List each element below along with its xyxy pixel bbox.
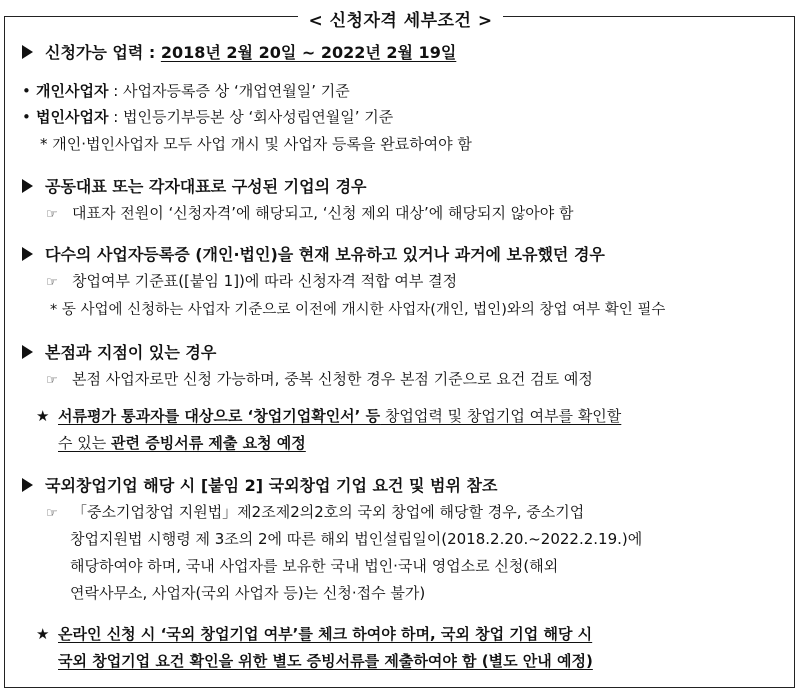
star-note-2-cont [58,650,593,671]
overseas-heading [22,473,497,496]
triangle-right-icon [22,247,33,261]
list-item [22,80,350,101]
pointing-hand-icon: ☞ [46,275,58,290]
overseas-line-1 [46,501,584,522]
bullet-icon: • [22,82,31,100]
star-note-1 [36,405,621,426]
branch-heading-text: 본점과 지점이 있는 경우 [45,343,217,362]
overseas-line-3: 해당하여야 하며, 국내 사업자를 보유한 국내 법인·국내 영업소로 신청(해외 [70,557,559,575]
period-value: 2018년 2월 20일 ~ 2022년 2월 19일 [160,43,457,62]
multi-note: * 동 사업에 신청하는 사업자 기준으로 이전에 개시한 사업자(개인, 법인)와의 창업 여부 확인 필수 [50,302,666,318]
star-icon: ★ [36,625,50,643]
star2-line-1: 온라인 신청 시 ‘국외 창업기업 여부’를 체크 하여야 하며, 국외 창업 기업 해당 시 [58,625,593,643]
period-note: * 개인·법인사업자 모두 사업 개시 및 사업자 등록을 완료하여야 함 [40,135,472,153]
joint-heading-text: 공동대표 또는 각자대표로 구성된 기업의 경우 [45,177,367,196]
triangle-right-icon [22,45,33,59]
item-term: 법인사업자 [36,108,109,126]
triangle-right-icon [22,478,33,492]
star-note-2 [36,623,592,644]
star1-bold-2: 관련 증빙서류 제출 요청 예정 [111,434,306,452]
item-desc: : 사업자등록증 상 ‘개업연월일’ 기준 [108,82,350,100]
overseas-text-1: 「중소기업창업 지원법」제2조제2의2호의 국외 창업에 해당할 경우, 중소기업 [72,503,585,521]
item-term: 개인사업자 [36,82,109,100]
triangle-right-icon [22,345,33,359]
period-label: 신청가능 업력 [45,43,144,62]
page-title: < 신청자격 세부조건 > [298,6,502,31]
overseas-line-4: 연락사무소, 사업자(국외 사업자 등)는 신청·접수 불가) [70,584,426,602]
list-item [22,106,393,127]
bullet-icon: • [22,108,31,126]
period-heading [22,40,456,63]
title-wrap [0,6,801,31]
overseas-heading-text: 국외창업기업 해당 시 [붙임 2] 국외창업 기업 요건 및 범위 참조 [45,476,498,495]
joint-heading [22,174,367,197]
pointing-hand-icon: ☞ [46,373,58,388]
pointing-hand-icon: ☞ [46,506,58,521]
multi-heading-text: 다수의 사업자등록증 (개인·법인)을 현재 보유하고 있거나 과거에 보유했던 경우 [45,245,605,264]
star2-line-2: 국외 창업기업 요건 확인을 위한 별도 증빙서류를 제출하여야 함 (별도 안내 예정) [58,652,593,670]
multi-detail [46,270,457,291]
star-note-1-cont [58,432,306,453]
branch-detail [46,368,593,389]
star-icon: ★ [36,407,50,425]
triangle-right-icon [22,179,33,193]
branch-detail-text: 본점 사업자로만 신청 가능하며, 중복 신청한 경우 본점 기준으로 요건 검토 예정 [72,370,593,388]
joint-detail-text: 대표자 전원이 ‘신청자격’에 해당되고, ‘신청 제외 대상’에 해당되지 않아야 함 [72,204,574,222]
joint-detail [46,202,573,223]
item-desc: : 법인등기부등본 상 ‘회사성립연월일’ 기준 [108,108,394,126]
star1-normal-2: 수 있는 [58,434,112,452]
period-colon: : [143,43,161,62]
star1-bold-1: 서류평가 통과자를 대상으로 ‘창업기업확인서’ 등 [58,407,381,425]
multi-heading [22,242,605,265]
branch-heading [22,340,216,363]
multi-detail-text: 창업여부 기준표([붙임 1])에 따라 신청자격 적합 여부 결정 [72,272,458,290]
star1-normal-1: 창업업력 및 창업기업 여부를 확인할 [380,407,622,425]
pointing-hand-icon: ☞ [46,207,58,222]
overseas-line-2: 창업지원법 시행령 제 3조의 2에 따른 해외 법인설립일이(2018.2.20.~2022.2.19.)에 [70,530,643,548]
